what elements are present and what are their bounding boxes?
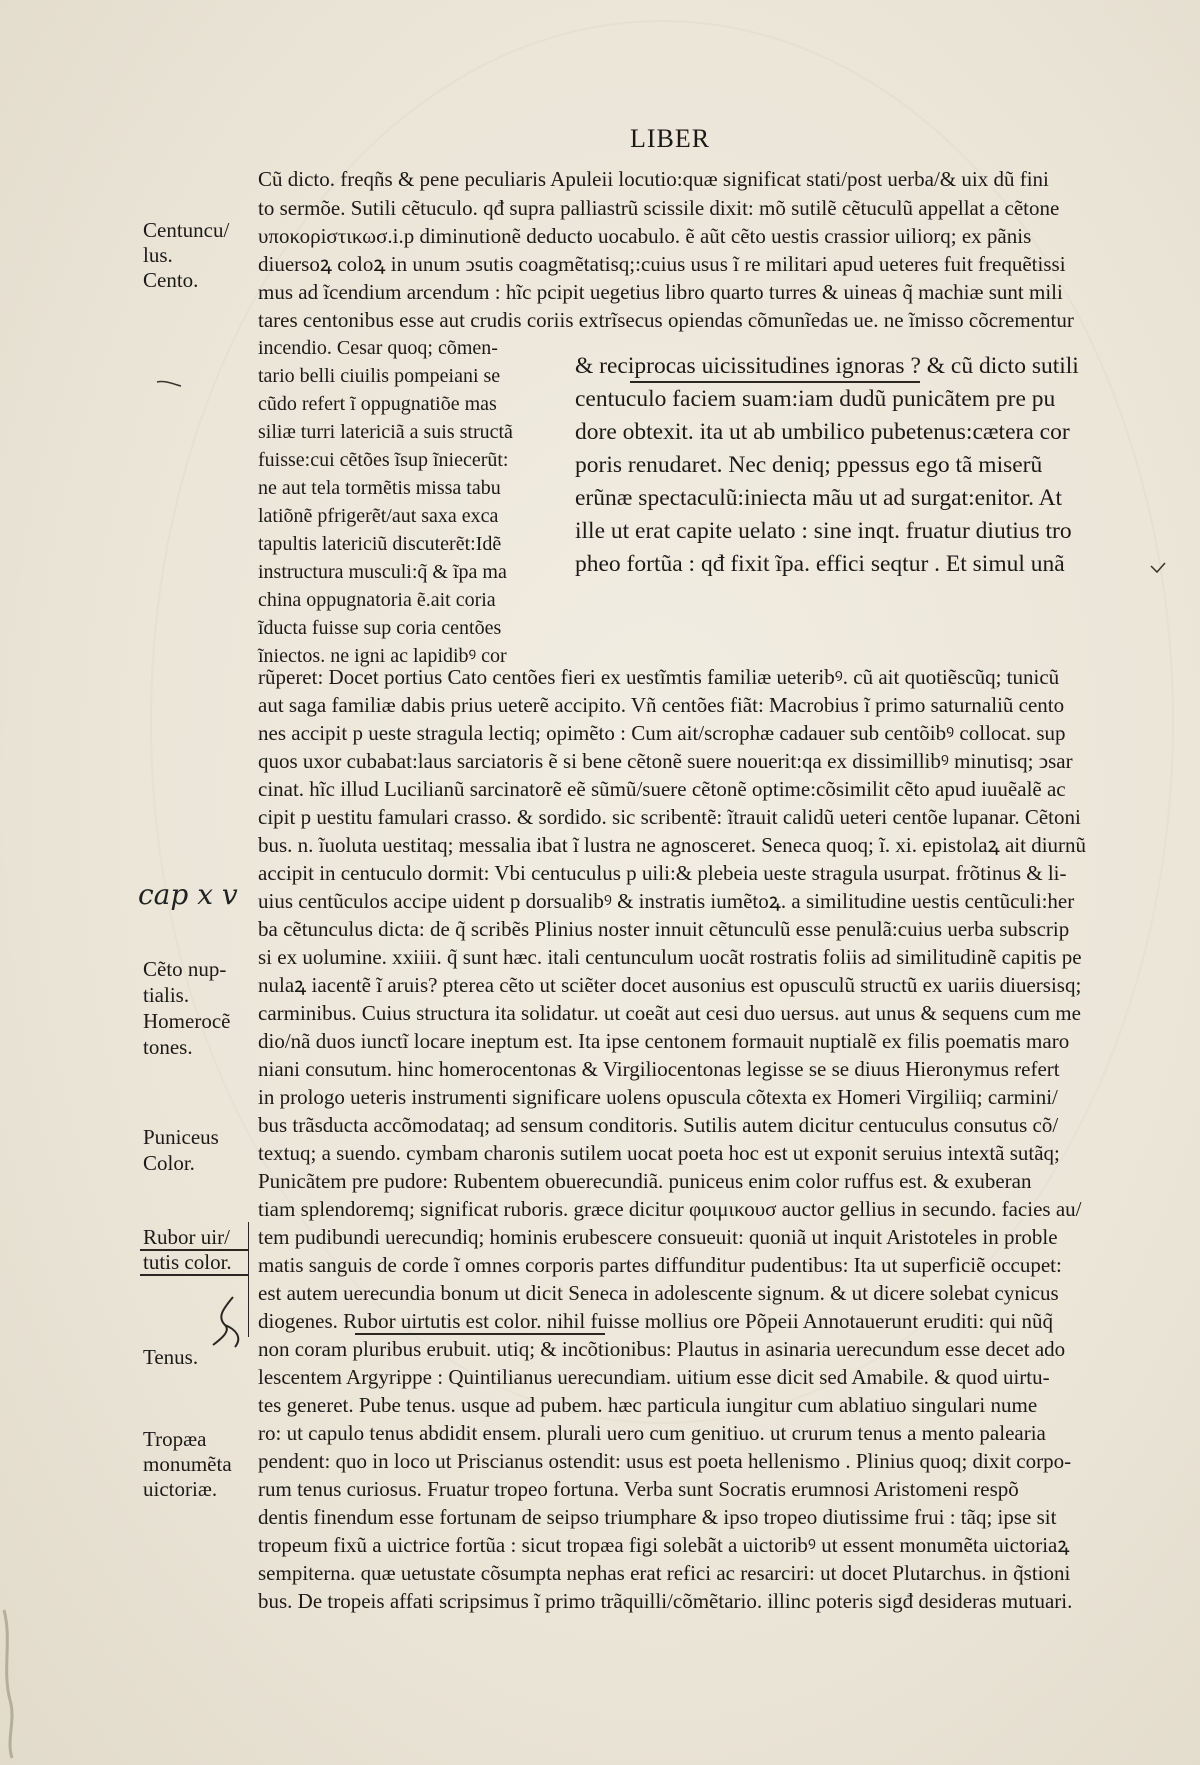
margin-underline <box>140 1274 248 1276</box>
text-line: textuq; a suendo. cymbam charonis sutilem uocat poeta hoc est ut exponit seruius intextã sutãq; <box>258 1141 1060 1165</box>
text-line: niani consutum. hinc homerocentonas & Virgiliocentonas legisse se se diuus Hieronymus refert <box>258 1057 1060 1081</box>
text-line: bus. De tropeis affati scripsimus ĩ primo trãquilli/cõmẽtario. illinc poteris sigđ desideras mutuari. <box>258 1589 1073 1613</box>
left-column-line: latiõnẽ pfrigerẽt/aut saxa exca <box>258 505 499 527</box>
margin-note: tutis color. <box>143 1250 232 1274</box>
ink-underline <box>630 381 920 383</box>
left-column-line: tario belli ciuilis pompeiani se <box>258 365 501 387</box>
ink-mark-icon <box>155 378 185 390</box>
left-column-line: incendio. Cesar quoq; cõmen- <box>258 337 498 359</box>
text-line: tem pudibundi uerecundiq; hominis erubescere consueuit: quoniã ut inquit Aristoteles in proble <box>258 1225 1058 1249</box>
text-line: rum tenus curiosus. Fruatur tropeo fortuna. Verba sunt Socratis erumnosi Aristomeni respõ <box>258 1477 1019 1501</box>
handwritten-note: cap x v <box>138 878 238 911</box>
text-line: υπoκορiστικωσ.i.p diminutionẽ deducto uocabulo. ẽ aũt cẽto uestis crassior uiliorq; ex pãnis <box>258 224 1032 248</box>
pointing-hand-icon <box>205 1295 255 1355</box>
text-line: tes generet. Pube tenus. usque ad pubem. hæc particula iungitur cum ablatiuo singulari nume <box>258 1393 1038 1417</box>
text-line: cipit p uestitu famulari crasso. & sordido. sic scribentẽ: ĩtrauit calidũ ueteri centõe lupanar. Cẽtoni <box>258 805 1081 829</box>
margin-note: Puniceus <box>143 1125 219 1149</box>
right-column-line: erũnæ spectaculũ:iniecta mãu ut ad surgat:enitor. At <box>575 485 1063 511</box>
left-column-line: ĩducta fuisse sup coria centões <box>258 617 502 639</box>
text-line: dio/nã duos iunctĩ locare ineptum est. Ita ipse centonem formauit nuptialẽ ex filis poematis maro <box>258 1029 1070 1053</box>
left-column-line: siliæ turri latericiã a suis structã <box>258 421 513 443</box>
right-column-line: dore obtexit. ita ut ab umbilico pubetenus:cætera cor <box>575 419 1070 445</box>
text-line: mus ad ĩcendium arcendum : hĩc pcipit uegetius libro quarto turres & uineas q̃ machiæ sunt mili <box>258 280 1063 304</box>
left-column-line: cũdo refert ĩ oppugnatiõe mas <box>258 393 497 415</box>
text-line: tares centonibus esse aut crudis coriis extrĩsecus opiendas cõmunĩedas ue. ne ĩmisso cõcrementur <box>258 308 1074 332</box>
text-line: aut saga familiæ dabis prius ueterẽ accipito. Vñ centões fiãt: Macrobius ĩ primo saturnaliũ cento <box>258 693 1065 717</box>
running-header: LIBER <box>630 124 711 153</box>
margin-note: uictoriæ. <box>143 1477 218 1501</box>
text-line: accipit in centuculo dormit: Vbi centuculus p uili:& plebeia ueste stragula usurpat. frõtinus & li- <box>258 861 1067 885</box>
left-column-line: ĩniectos. ne igni ac lapidibꝰ cor <box>258 645 507 667</box>
left-column-line: instructura musculi:q̃ & ĩpa ma <box>258 561 507 583</box>
left-column-line: fuisse:cui cẽtões ĩsup ĩniecerũt: <box>258 449 509 471</box>
text-line: si ex uolumine. xxiiii. q̃ sunt hæc. itali centunculum uocãt rostratis foliis ad similitudinẽ capitis pe <box>258 945 1082 969</box>
text-line: uius centũculos accipe uident p dorsualibꝰ & instratis iumẽtoꝝ. a similitudine uestis centũculi:her <box>258 889 1075 913</box>
margin-note: Tenus. <box>143 1345 199 1369</box>
ink-underline <box>355 1333 605 1335</box>
margin-note: tialis. <box>143 983 190 1007</box>
right-column-line: pheo fortũa : qđ fixit ĩpa. effici seqtur . Et simul unã <box>575 551 1065 577</box>
margin-note: Cẽto nup- <box>143 957 227 981</box>
text-line: rũperet: Docet portius Cato centões fieri ex uestĩmtis familiæ ueteribꝰ. cũ ait quotiẽscũq; tunicũ <box>258 665 1060 689</box>
text-line: est autem uerecundia bonum ut dicit Seneca in adolescente signum. & ut dicere solebat cynicus <box>258 1281 1059 1305</box>
right-column-line: poris renudaret. Nec deniq; ppessus ego tã miserũ <box>575 452 1043 478</box>
text-line: diogenes. Rubor uirtutis est color. nihil fuisse mollius ore Põpeii Annotauerunt eruditi: qui nũq̃ <box>258 1309 1054 1333</box>
text-line: matis sanguis de corde ĩ omnes corporis partes diffunditur pudentibus: Ita ut superficiẽ occupet: <box>258 1253 1062 1277</box>
text-line: dentis finendum esse fortunam de seipso triumphare & ipso tropeo diutissime frui : tãq; ipse sit <box>258 1505 1057 1529</box>
left-column-line: china oppugnatoria ẽ.ait coria <box>258 589 496 611</box>
text-line: quos uxor cubabat:laus sarciatoris ẽ si bene cẽtonẽ suere nouerit:qa ex dissimillibꝰ minutisq; ↄsar <box>258 749 1073 773</box>
text-line: sempiterna. quæ uetustate cõsumpta nephas erat refici ac resarciri: ut docet Plutarchus. in q̃stioni <box>258 1561 1071 1585</box>
right-column-line: & reciprocas uicissitudines ignoras ? & cũ dicto sutili <box>575 353 1079 379</box>
left-column-line: tapultis latericiũ discuterẽt:Idẽ <box>258 533 502 555</box>
text-line: Punicãtem pre pudore: Rubentem obuerecundiã. puniceus enim color ruffus est. & exuberan <box>258 1169 1032 1193</box>
margin-note: Centuncu/ <box>143 218 230 242</box>
text-line: in prologo ueteris instrumenti significare uolens opuscula cõtexta ex Homeri Virgiliiq; carmini/ <box>258 1085 1058 1109</box>
text-line: lescentem Argyrippe : Quintilianus uerecundiam. uitium esse dicit sed Amabile. & quod uirtu- <box>258 1365 1050 1389</box>
text-line: pendent: quo in loco ut Priscianus ostendit: usus est poeta hellenismo . Plinius quoq; dixit corpo- <box>258 1449 1072 1473</box>
text-line: nes accipit p ueste stragula lectiq; opimẽto : Cum ait/scrophæ cadauer sub centõibꝰ collocat. sup <box>258 721 1066 745</box>
text-line: ba cẽtunculus dicta: de q̃ scribẽs Plinius noster innuit cẽtunculũ esse penulã:cuius uerba subscrip <box>258 917 1070 941</box>
margin-note: Homerocẽ <box>143 1009 231 1033</box>
margin-note: lus. <box>143 243 173 267</box>
text-line: Cũ dicto. freqñs & pene peculiaris Apuleii locutio:quæ significat stati/post uerba/& uix dũ fini <box>258 167 1049 191</box>
text-line: tiam splendoremq; significat ruboris. græce dicitur φοιμικουσ auctor gellius in secundo. facies au/ <box>258 1197 1082 1221</box>
edge-stain-icon <box>0 1600 24 1760</box>
right-column-line: ille ut erat capite uelato : sine inqt. fruatur diutius tro <box>575 518 1072 544</box>
text-line: bus trãsducta accõmodataq; ad sensum conditoris. Sutilis autem dicitur centuculus consutus cõ/ <box>258 1113 1059 1137</box>
margin-note: Rubor uir/ <box>143 1225 230 1249</box>
margin-note: monumẽta <box>143 1452 232 1476</box>
text-line: diuersoꝝ coloꝝ in unum ↄsutis coagmẽtatisq;:cuius usus ĩ re militari apud ueteres fuit frequẽtissi <box>258 252 1066 276</box>
margin-note: Tropæa <box>143 1427 207 1451</box>
margin-note: tones. <box>143 1035 193 1059</box>
text-line: carminibus. Cuius structura ita solidatur. ut coeãt aut cesi duo uersus. aut unus & sequens cum me <box>258 1001 1081 1025</box>
margin-note: Cento. <box>143 268 199 292</box>
text-line: bus. n. ĩuoluta uestitaq; messalia ibat ĩ lustra ne agnosceret. Seneca quoq; ĩ. xi. epistolaꝝ ait diurnũ <box>258 833 1087 857</box>
text-line: non coram pluribus erubuit. utiq; & incõtionibus: Plautus in asinaria uerecundum esse decet ado <box>258 1337 1066 1361</box>
ink-mark-icon <box>1148 560 1168 576</box>
margin-underline <box>140 1249 248 1251</box>
text-line: to sermõe. Sutili cẽtuculo. qđ supra palliastrũ scissile dixit: mõ sutilẽ cẽtuculũ appellat a cẽtone <box>258 196 1060 220</box>
text-line: nulaꝝ iacentẽ ĩ aruis? pterea cẽto ut sciẽter docet ausonius est opusculũ structũ ex uariis diuersisq; <box>258 973 1082 997</box>
text-line: cinat. hĩc illud Lucilianũ sarcinatorẽ eẽ sũmũ/suere cẽtonẽ optime:cõsimilit cẽto apud iuuẽalẽ ac <box>258 777 1066 801</box>
text-line: ro: ut capulo tenus abdidit ensem. plurali uero cum genitiuo. ut crurum tenus a mento palearia <box>258 1421 1046 1445</box>
left-column-line: ne aut tela tormẽtis missa tabu <box>258 477 501 499</box>
text-line: tropeum fixũ a uictrice fortũa : sicut tropæa figi solebãt a uictoribꝰ ut essent monumẽta uictoriaꝝ <box>258 1533 1070 1557</box>
right-column-line: centuculo faciem suam:iam dudũ punicãtem pre pu <box>575 386 1056 412</box>
margin-note: Color. <box>143 1151 195 1175</box>
